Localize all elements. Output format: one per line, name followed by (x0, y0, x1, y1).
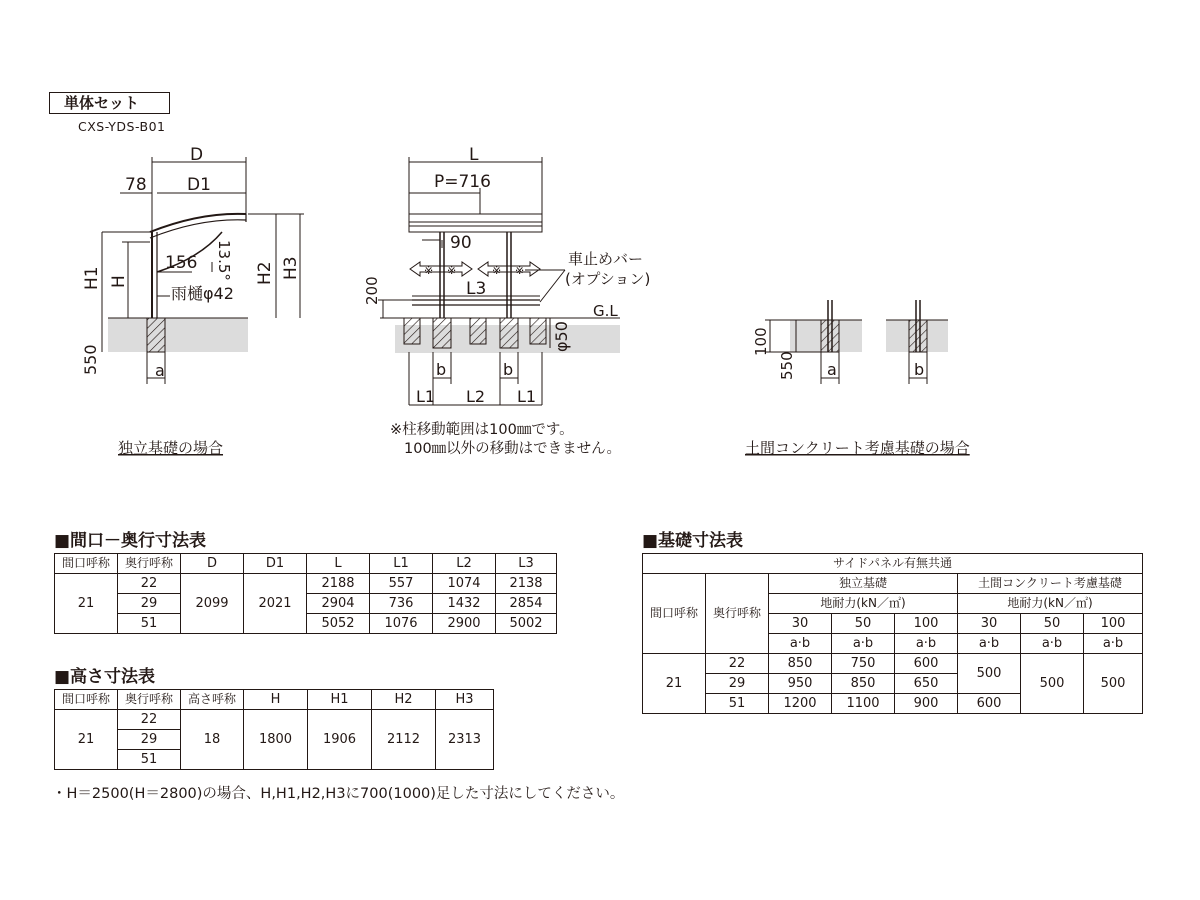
table-cell: 2138 (496, 574, 557, 594)
label-b-1: b (436, 360, 447, 379)
table-header: a·b (1084, 634, 1143, 654)
table-cell: 557 (370, 574, 433, 594)
label-phi50: φ50 (552, 321, 571, 352)
table-cell: 29 (118, 730, 181, 750)
table-header: H1 (308, 690, 372, 710)
table-header: 100 (1084, 614, 1143, 634)
label-a: a (155, 361, 165, 380)
height-table-title: ■高さ寸法表 (54, 667, 156, 687)
table-header: a·b (769, 634, 832, 654)
table-header: 高さ呼称 (181, 690, 244, 710)
front-note-1: ※柱移動範囲は100㎜です。 (390, 422, 574, 438)
table-cell: 22 (706, 654, 769, 674)
set-label: 単体セット (49, 92, 170, 114)
table-header: 地耐力(kN／㎡) (769, 594, 958, 614)
label-move-2: ※ (447, 264, 457, 277)
table-cell: 22 (118, 574, 181, 594)
table-header: 間口呼称 (55, 690, 118, 710)
table-cell: 1074 (433, 574, 496, 594)
table-cell: 29 (118, 594, 181, 614)
table-cell: 600 (895, 654, 958, 674)
height-table (54, 689, 494, 770)
table-cell: 2188 (307, 574, 370, 594)
table-cell: 1200 (769, 694, 832, 714)
table-header: D1 (244, 554, 307, 574)
label-option: (オプション) (565, 270, 651, 288)
table-cell: 2900 (433, 614, 496, 634)
table-header: 独立基礎 (769, 574, 958, 594)
label-H2: H2 (255, 261, 275, 285)
caption-slab: 土間コンクリート考慮基礎の場合 (745, 439, 970, 457)
table-header: 30 (958, 614, 1021, 634)
label-b-slab: b (914, 360, 925, 379)
label-H: H (109, 275, 129, 288)
dims-table-title: ■間口－奥行寸法表 (54, 531, 207, 551)
label-move-4: ※ (515, 264, 525, 277)
table-row (55, 690, 494, 710)
table-cell: 1100 (832, 694, 895, 714)
table-header: 奥行呼称 (118, 554, 181, 574)
table-row (55, 554, 557, 574)
table-header: 奥行呼称 (706, 574, 769, 654)
label-550-slab: 550 (778, 351, 796, 380)
label-move-3: ※ (492, 264, 502, 277)
table-header: 間口呼称 (55, 554, 118, 574)
table-cell: 2099 (181, 574, 244, 634)
label-pitch: P=716 (434, 172, 491, 192)
table-row (643, 574, 1143, 594)
label-H1: H1 (82, 266, 102, 290)
table-cell: 2021 (244, 574, 307, 634)
label-L1-right: L1 (517, 387, 537, 406)
table-cell: 51 (706, 694, 769, 714)
table-header: L2 (433, 554, 496, 574)
foundation-table-title: ■基礎寸法表 (642, 531, 744, 551)
table-cell: 500 (958, 654, 1021, 694)
label-gutter: 雨樋φ42 (171, 284, 234, 303)
table-header: a·b (1021, 634, 1084, 654)
model-code: CXS-YDS-B01 (78, 119, 166, 134)
table-header: 地耐力(kN／㎡) (958, 594, 1143, 614)
table-cell: 2854 (496, 594, 557, 614)
table-cell: 5052 (307, 614, 370, 634)
label-gl: G.L (593, 302, 618, 320)
table-row (55, 574, 557, 594)
label-100: 100 (752, 327, 770, 356)
table-header: 間口呼称 (643, 574, 706, 654)
table-cell: 500 (1084, 654, 1143, 714)
label-L2: L2 (466, 387, 486, 406)
table-cell: 2904 (307, 594, 370, 614)
table-header: a·b (958, 634, 1021, 654)
table-cell: 850 (832, 674, 895, 694)
table-cell: 1432 (433, 594, 496, 614)
table-cell: 736 (370, 594, 433, 614)
label-a-slab: a (827, 360, 837, 379)
caption-independent: 独立基礎の場合 (118, 439, 224, 457)
table-header: L1 (370, 554, 433, 574)
label-H3: H3 (281, 256, 301, 280)
table-cell: 600 (958, 694, 1021, 714)
table-cell: 51 (118, 750, 181, 770)
table-header: 奥行呼称 (118, 690, 181, 710)
table-header: L3 (496, 554, 557, 574)
table-cell: 900 (895, 694, 958, 714)
table-header: サイドパネル有無共通 (643, 554, 1143, 574)
table-cell: 5002 (496, 614, 557, 634)
table-cell: 2313 (436, 710, 494, 770)
table-cell: 1906 (308, 710, 372, 770)
label-550: 550 (81, 344, 100, 375)
dims-table (54, 553, 557, 634)
label-78: 78 (125, 175, 147, 195)
label-L3: L3 (466, 279, 487, 299)
table-row (55, 710, 494, 730)
table-cell: 21 (55, 574, 118, 634)
table-row (643, 654, 1143, 674)
table-header: 30 (769, 614, 832, 634)
table-cell: 750 (832, 654, 895, 674)
table-header: D (181, 554, 244, 574)
label-D1: D1 (187, 175, 211, 195)
label-b-2: b (503, 360, 514, 379)
table-header: H3 (436, 690, 494, 710)
table-cell: 850 (769, 654, 832, 674)
label-stopper: 車止めバー (568, 250, 644, 268)
table-cell: 650 (895, 674, 958, 694)
table-header: a·b (832, 634, 895, 654)
table-cell: 950 (769, 674, 832, 694)
label-D: D (190, 145, 204, 165)
table-cell: 21 (643, 654, 706, 714)
table-cell: 22 (118, 710, 181, 730)
table-cell: 1800 (244, 710, 308, 770)
table-cell: 500 (1021, 654, 1084, 714)
table-cell: 29 (706, 674, 769, 694)
table-header: H2 (372, 690, 436, 710)
table-header: 100 (895, 614, 958, 634)
footnote: ・H＝2500(H＝2800)の場合、H,H1,H2,H3に700(1000)足した寸法にしてください。 (52, 786, 625, 802)
foundation-table (642, 553, 1143, 714)
label-156: 156 (165, 253, 198, 273)
label-L1-left: L1 (416, 387, 436, 406)
table-row (643, 554, 1143, 574)
table-cell: 21 (55, 710, 118, 770)
table-cell: 1076 (370, 614, 433, 634)
front-note-2: 100㎜以外の移動はできません。 (404, 441, 622, 457)
label-angle: 13.5° (215, 240, 233, 281)
label-200: 200 (363, 276, 381, 305)
table-header: H (244, 690, 308, 710)
table-header: L (307, 554, 370, 574)
table-header: 土間コンクリート考慮基礎 (958, 574, 1143, 594)
table-cell: 18 (181, 710, 244, 770)
label-move-1: ※ (424, 264, 434, 277)
table-header: 50 (832, 614, 895, 634)
table-header: a·b (895, 634, 958, 654)
table-cell: 2112 (372, 710, 436, 770)
table-cell: 51 (118, 614, 181, 634)
table-header: 50 (1021, 614, 1084, 634)
label-90: 90 (450, 233, 472, 253)
label-L: L (469, 145, 479, 165)
